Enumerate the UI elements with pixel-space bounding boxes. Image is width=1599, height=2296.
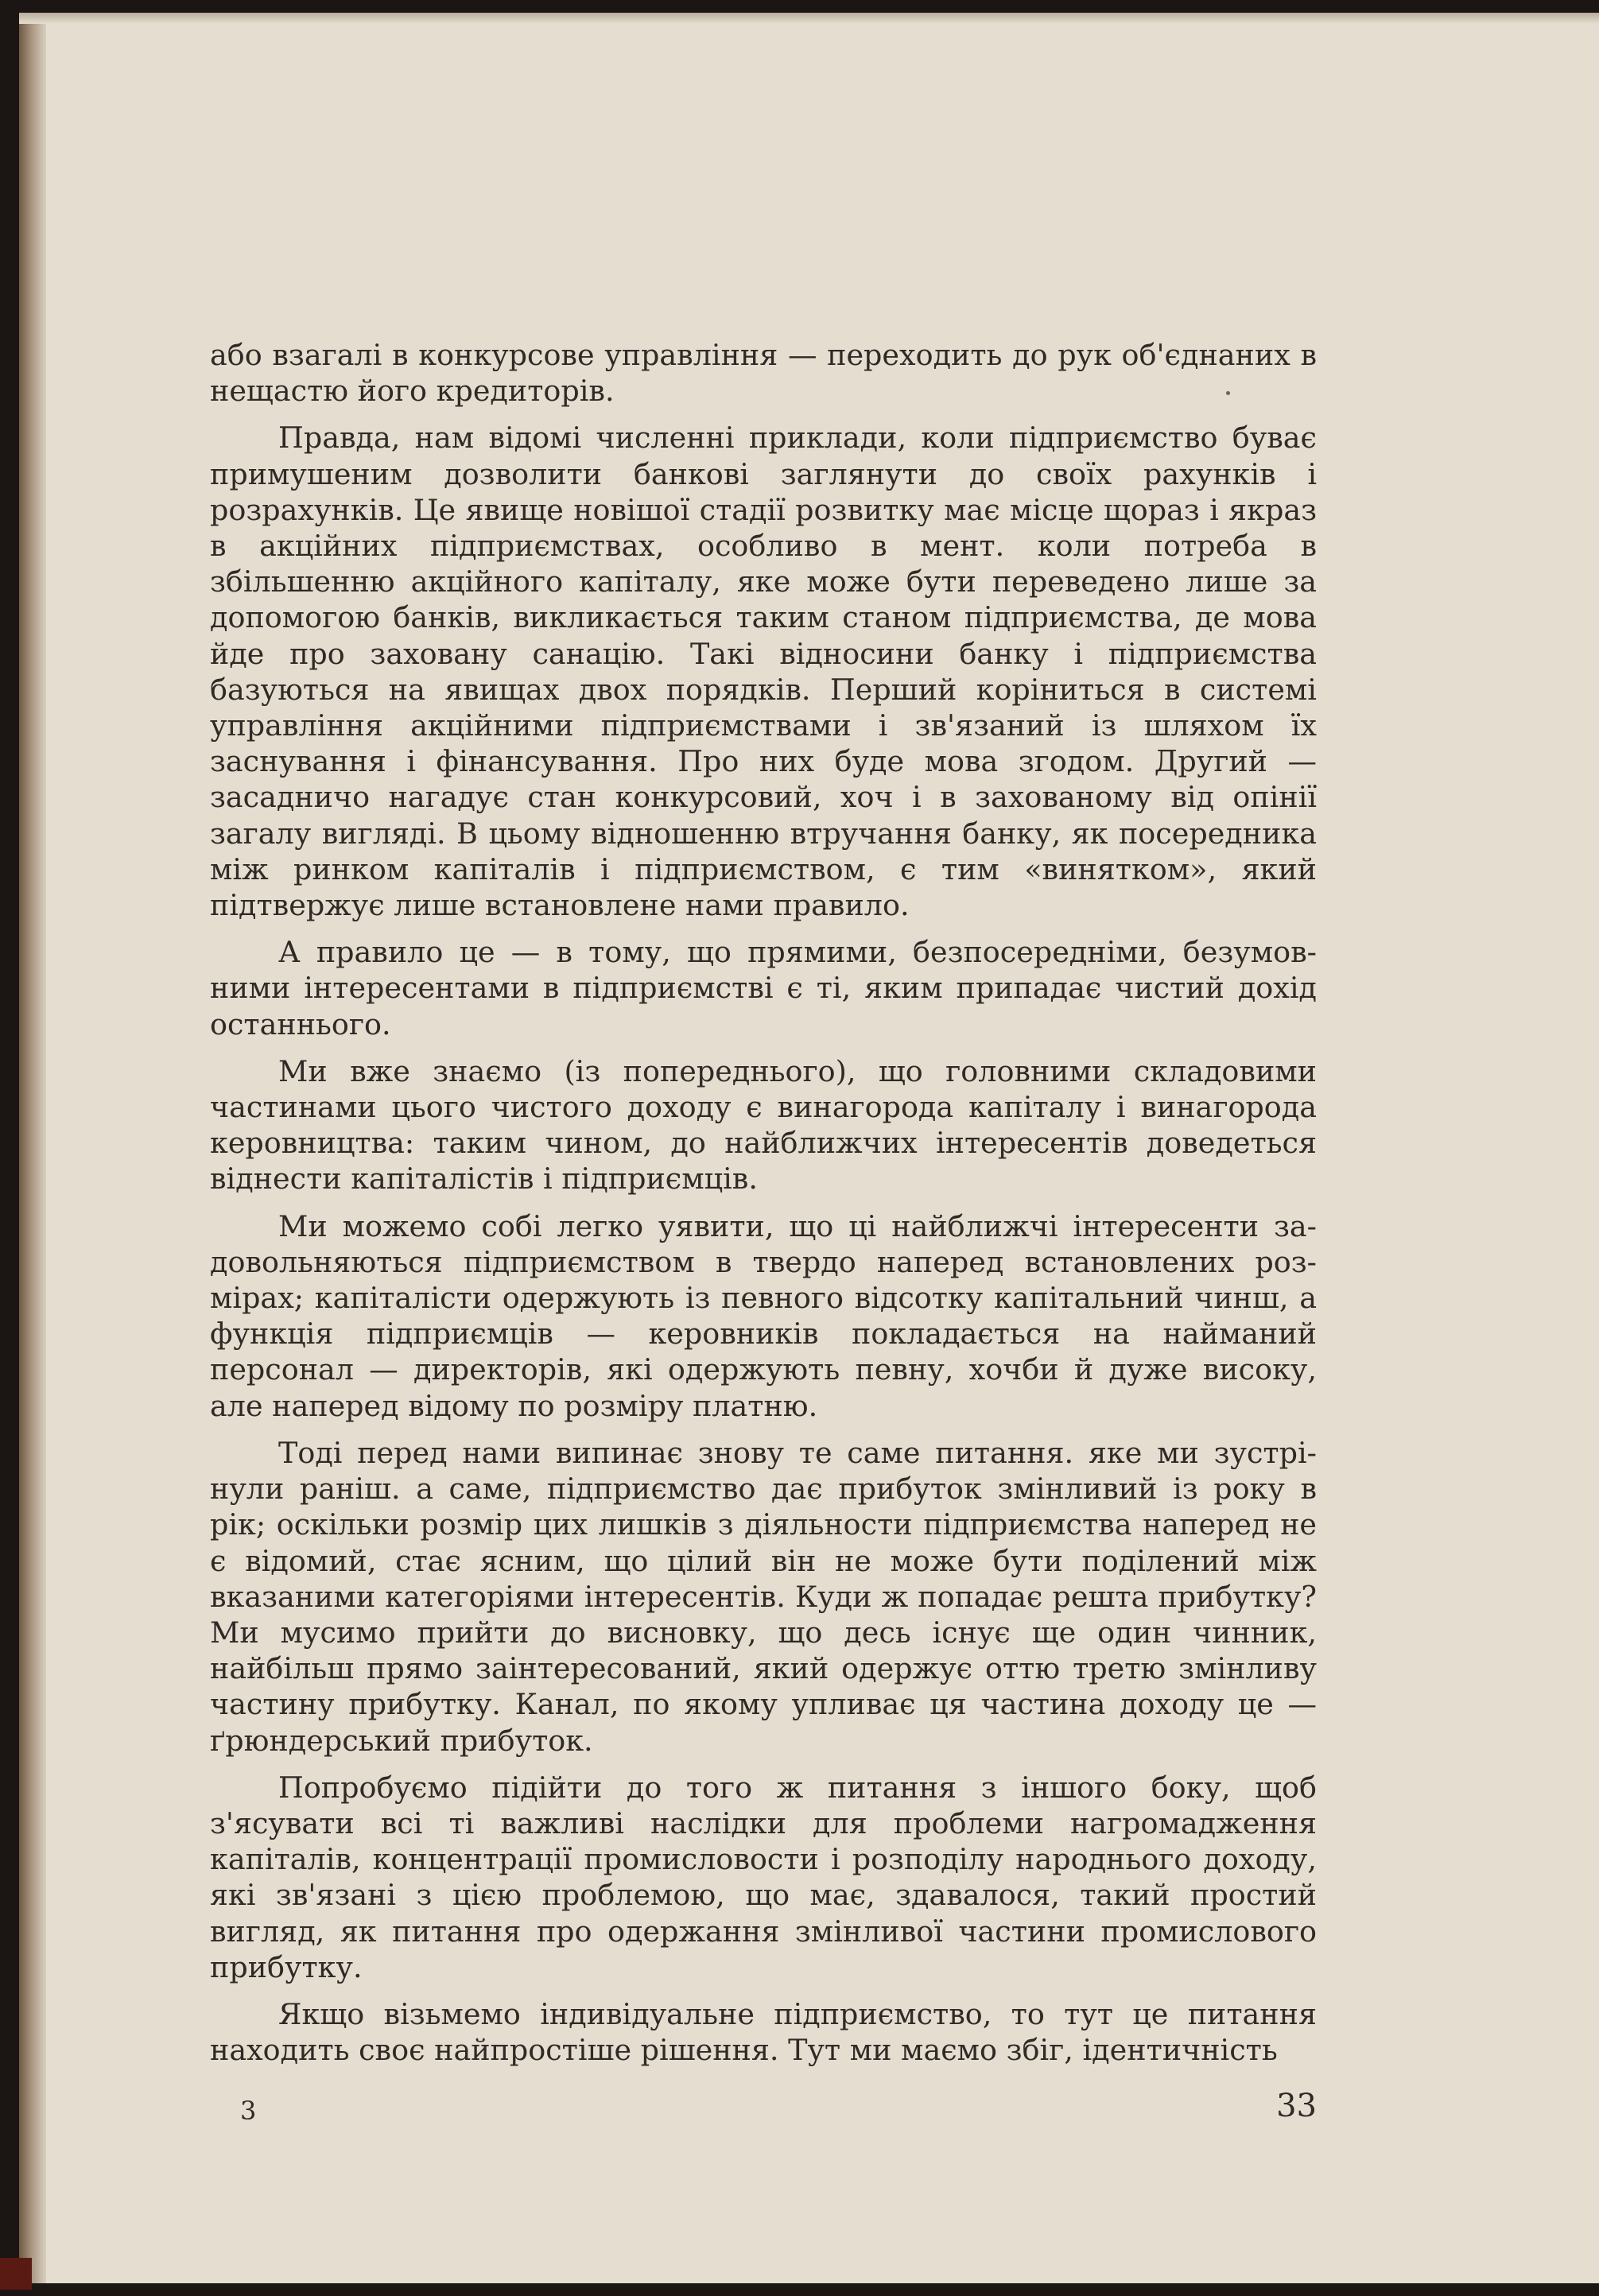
paragraph: Попробуємо підійти до того ж питання з іншого боку, щоб з'ясувати всі ті важливі наслідки для проблеми нагромадження капіталів, концентрації промисловости і розподілу народнього доходу, які зв'язані з цією проблемою, що має, здавалося, такий простий вигляд, як питання про одержання змінливої частини промислового прибутку.	[210, 1770, 1317, 1984]
paragraph: або взагалі в конкурсове управління — переходить до рук об'єднаних в нещастю його кредиторів.	[210, 338, 1317, 409]
paragraph: А правило це — в тому, що прямими, безпосередніми, безумовними інтересентами в підприємстві є ті, яким припадає чистий дохід останнього.	[210, 935, 1317, 1041]
page-footer	[210, 2088, 1317, 2127]
paragraph: Якщо візьмемо індивідуальне підприємство, то тут це питання находить своє найпростіше рішення. Тут ми маємо збіг, ідентичність	[210, 1996, 1317, 2068]
binding-edge	[0, 2258, 32, 2290]
paragraph: Правда, нам відомі численні приклади, коли підприємство буває примушеним дозволити банкові заглянути до своїх рахунків і розрахунків. Це явище новішої стадії розвитку має місце щораз і якраз в акційних підприємствах, особливо в мент. коли потреба в збільшенню акційного капіталу, яке може бути переведено лише за допомогою банків, викликається таким станом підприємства, де мова йде про заховану санацію. Такі відносини банку і підприємства базуються на явищах двох порядків. Перший коріниться в системі управління акційними підприємствами і зв'язаний із шляхом їх заснування і фінансування. Про них буде мова згодом. Другий — засадничо нагадує стан конкурсовий, хоч і в захованому від опінії загалу вигляді. В цьому відношенню втручання банку, як посередника між ринком капіталів і підприємством, є тим «винятком», який підтвержує лише встановлене нами правило.	[210, 421, 1317, 923]
paragraph: Тоді перед нами випинає знову те саме питання. яке ми зустрінули раніш. а саме, підприємство дає прибуток змінливий із року в рік; оскільки розмір цих лишків з діяльности підприємства наперед не є відомий, стає ясним, що цілий він не може бути поділений між вказаними категоріями інтересентів. Куди ж попадає решта прибутку? Ми мусимо прийти до висновку, що десь існує ще один чинник, найбільш прямо заінтересований, який одержує оттю третю змінливу частину прибутку. Канал, по якому упливає ця частина доходу це — ґрюндерський прибуток.	[210, 1435, 1317, 1758]
body-text	[210, 337, 1317, 2079]
page-number: 33	[1276, 2088, 1317, 2124]
paragraph: Ми вже знаємо (із попереднього), що головними складовими частинами цього чистого доходу є винагорода капіталу і винагорода керовництва: таким чином, до найближчих інтересентів доведеться віднести капіталістів і підприємців.	[210, 1053, 1317, 1196]
signature-mark: 3	[240, 2096, 257, 2126]
paragraph: Ми можемо собі легко уявити, що ці найближчі інтересенти задовольняються підприємством в твердо наперед встановлених розмірах; капіталісти одержують із певного відсотку капітальний чинш, а функція підприємців — керовників покладається на найманий персонал — директорів, які одержують певну, хочби й дуже високу, але наперед відому по розміру платню.	[210, 1208, 1317, 1423]
book-page	[19, 13, 1599, 2283]
